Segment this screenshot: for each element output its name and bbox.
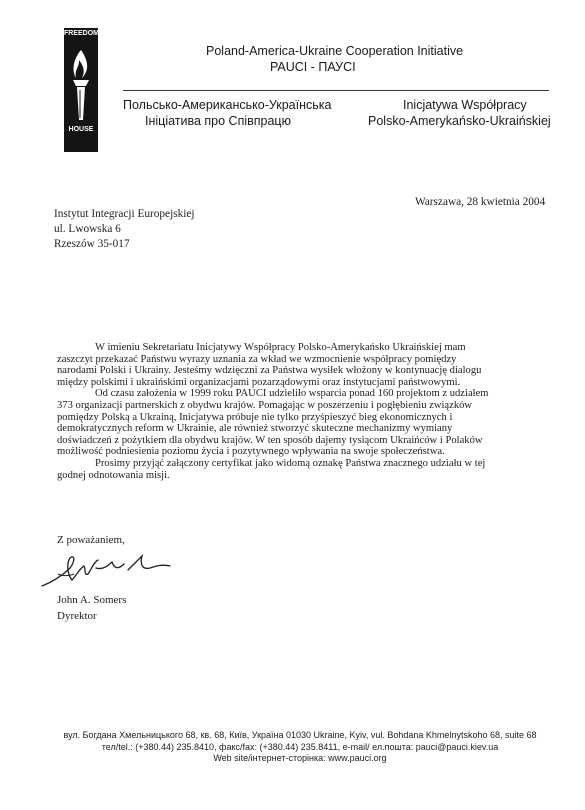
body-line: narodami Polski i Ukrainy. Jesteśmy wdzięczni za Państwa wysiłek włożony w kontynuację dialogu: [57, 365, 482, 377]
body-line: W imieniu Sekretariatu Inicjatywy Współpracy Polsko-Amerykańsko Ukraińskiej mam: [95, 342, 466, 353]
body-line: możliwość podniesienia poziomu życia i pozytywnego wpływania na swoje społeczeństwa.: [57, 446, 445, 458]
body-line: demokratycznych reform w Ukrainie, ale również stworzyć skuteczne mechanizmy wymiany: [57, 423, 453, 435]
org-abbreviation: PAUCI - ПАУСІ: [270, 60, 356, 74]
footer-address: вул. Богдана Хмельницького 68, кв. 68, Київ, Україна 01030 Ukraine, Kyiv, vul. Bohdana Khmelnytskoho 68, suite 68: [63, 730, 537, 740]
signer-block: [57, 592, 126, 624]
letterhead-footer: [40, 730, 560, 765]
body-line: Od czasu założenia w 1999 roku PAUCI udzieliło wsparcia ponad 160 projektom z udziałem: [95, 388, 489, 400]
letter-body: [57, 342, 527, 481]
signer-title: Dyrektor: [57, 610, 97, 622]
footer-contacts: тел/tel.: (+380.44) 235.8410, факс/fax: (+380.44) 235.8411, e-mail/ ел.пошта: pauci@pauci.kiev.ua: [101, 741, 499, 752]
recipient-line: ul. Lwowska 6: [54, 223, 121, 235]
org-name-english: Poland-America-Ukraine Cooperation Initiative: [206, 44, 464, 58]
recipient-address: [54, 207, 195, 252]
org-name-polish-line1: Inicjatywa Współpracy: [403, 98, 527, 112]
logo-text-top: FREEDOM: [64, 30, 99, 37]
body-line: między polskimi i ukraińskimi organizacjami pozarządowymi oraz instytucjami państwowymi.: [57, 376, 461, 388]
body-line: 373 organizacji partnerskich z obydwu krajów. Pomagając w poszerzeniu i pogłębieniu związków: [57, 399, 473, 411]
recipient-line: Rzeszów 35-017: [54, 238, 130, 250]
recipient-line: Instytut Integracji Europejskiej: [54, 208, 195, 220]
handwritten-signature: [38, 546, 188, 592]
org-name-ukrainian-line1: Польсько-Американсько-Українська: [123, 98, 332, 112]
logo-text-bottom: HOUSE: [68, 126, 94, 133]
footer-website: Web site/інтернет-сторінка: www.pauci.org: [213, 753, 387, 763]
body-line: zaszczyt przekazać Państwu wyrazy uznania za wkład we wzmocnienie współpracy pomiędzy: [57, 353, 457, 365]
org-name-polish-line2: Polsko-Amerykańsko-Ukraińskiej: [368, 114, 551, 128]
org-name-ukrainian-line2: Ініціатива про Співпрацю: [145, 114, 291, 128]
body-line: godnej odnotowania misji.: [57, 469, 170, 481]
body-line: pomiędzy Polską a Ukrainą, Inicjatywa próbuje nie tylko przyśpieszyć bieg ekonomicznych i: [57, 411, 453, 423]
torch-icon: [68, 48, 94, 124]
signer-name: John A. Somers: [57, 594, 127, 606]
closing-salutation: Z poważaniem,: [57, 534, 125, 546]
letter-date: Warszawa, 28 kwietnia 2004: [415, 196, 546, 208]
freedom-house-logo: [64, 28, 98, 152]
body-line: doświadczeń z pożytkiem dla obydwu krajów. W ten sposób dajemy tysiącom Ukraińców i Polaków: [57, 434, 483, 446]
header-divider: [123, 90, 549, 91]
body-line: Prosimy przyjąć załączony certyfikat jako widomą oznakę Państwa znacznego udziału w tej: [95, 457, 486, 469]
